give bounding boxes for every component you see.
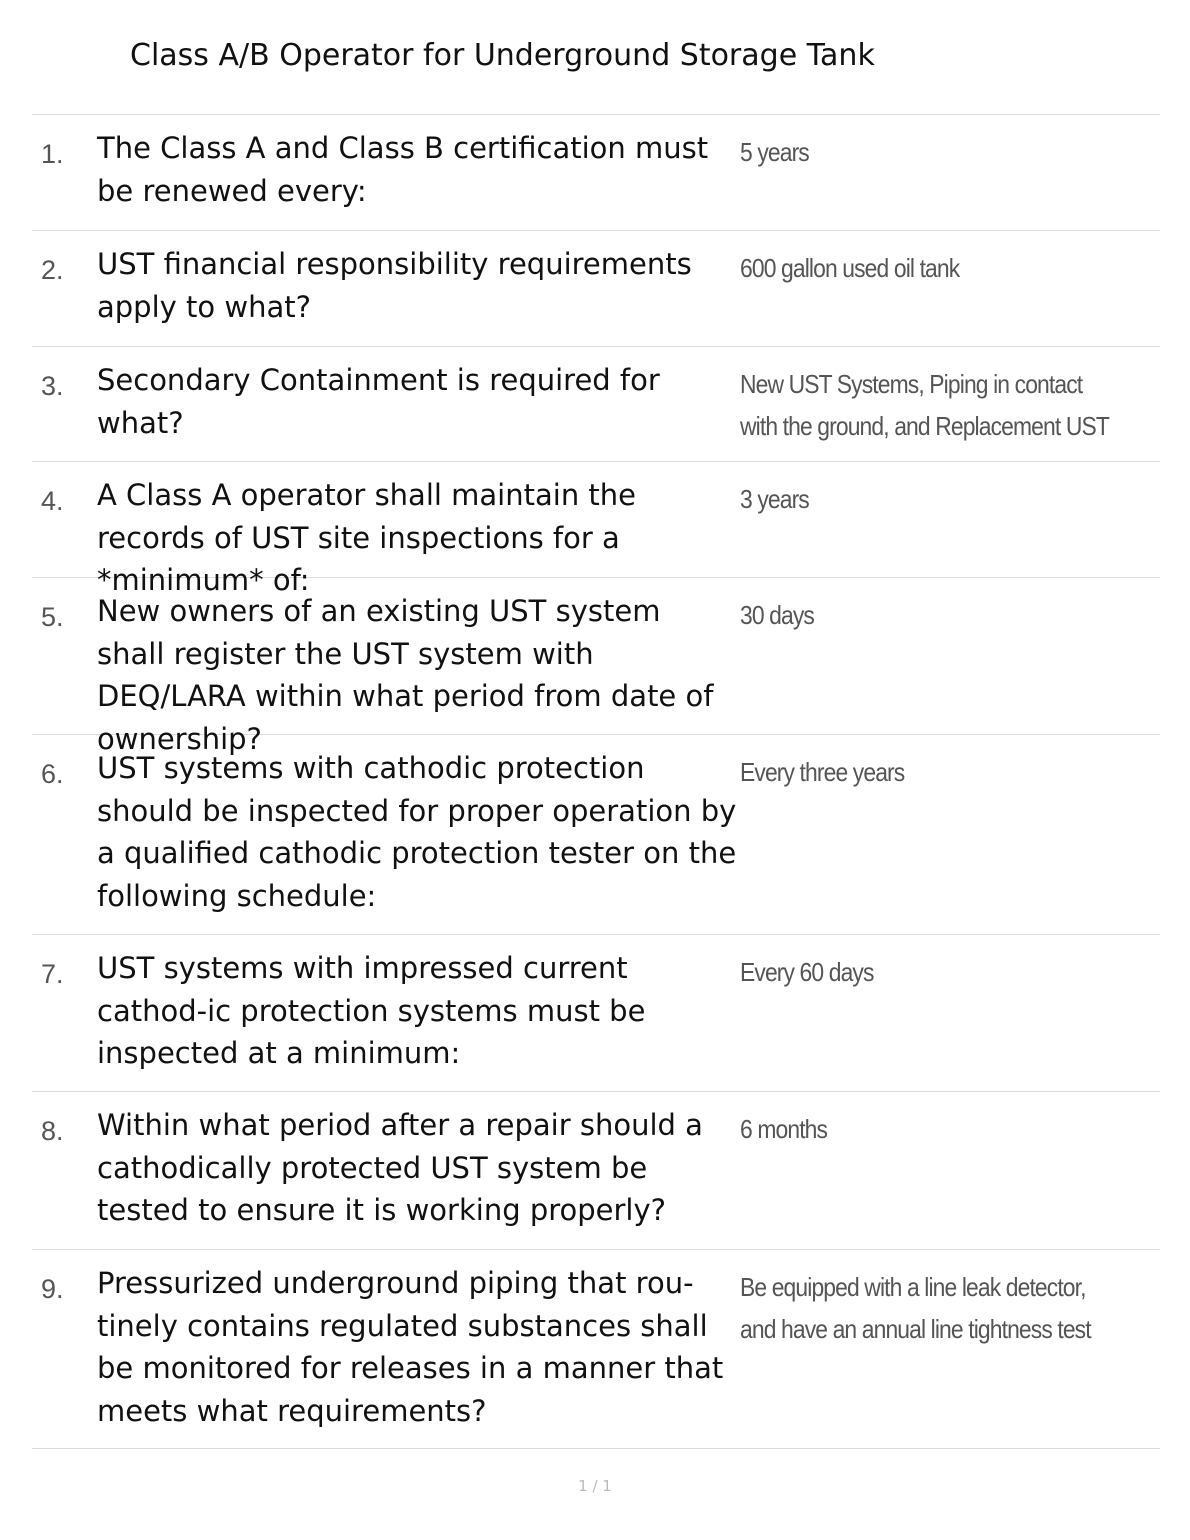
card-term: UST systems with cathodic protection should be inspected for proper operation by a qualified cathodic protection tester on the following schedule: — [97, 751, 737, 913]
card-term: Within what period after a repair should a cathodically protected UST system be tested to ensure it is working properly? — [97, 1108, 703, 1227]
flashcard-list — [32, 114, 1160, 1449]
card-number: 1. — [41, 139, 64, 169]
flashcard-5 — [32, 578, 1160, 756]
card-definition: Every 60 days — [740, 957, 874, 987]
flashcard-1 — [32, 115, 1160, 231]
card-definition: 3 years — [740, 484, 809, 514]
card-term: Secondary Containment is required for what? — [97, 363, 660, 440]
card-definition: New UST Systems, Piping in contact with the ground, and Replacement UST — [740, 369, 1109, 441]
flashcard-7 — [32, 935, 1160, 1092]
card-number: 9. — [41, 1274, 64, 1304]
flashcard-2 — [32, 231, 1160, 347]
card-term: UST systems with impressed current cathod-ic protection systems must be inspected at a minimum: — [97, 951, 646, 1070]
card-term: New owners of an existing UST system shall register the UST system with DEQ/LARA within what period from date of ownership? — [97, 594, 714, 756]
flashcard-8 — [32, 1092, 1160, 1250]
document-title: Class A/B Operator for Underground Storage Tank — [130, 38, 875, 73]
flashcard-4 — [32, 462, 1160, 597]
flashcard-3 — [32, 347, 1160, 462]
card-number: 3. — [41, 371, 64, 401]
card-term: Pressurized underground piping that rou-tinely contains regulated substances shall be monitored for releases in a manner that meets what requirements? — [97, 1266, 724, 1428]
card-definition: 600 gallon used oil tank — [740, 253, 960, 283]
card-term: A Class A operator shall maintain the records of UST site inspections for a *minimum* of: — [97, 478, 637, 597]
card-number: 5. — [41, 602, 64, 632]
card-number: 2. — [41, 255, 64, 285]
card-definition: 30 days — [740, 600, 814, 630]
card-definition: Every three years — [740, 757, 905, 787]
card-definition: Be equipped with a line leak detector, and have an annual line tightness test — [740, 1272, 1091, 1344]
page-number: 1 / 1 — [578, 1477, 612, 1495]
card-term: UST financial responsibility requirements apply to what? — [97, 247, 692, 324]
flashcard-9 — [32, 1250, 1160, 1449]
card-definition: 6 months — [740, 1114, 828, 1144]
flashcard-6 — [32, 735, 1160, 935]
card-number: 7. — [41, 959, 64, 989]
card-number: 6. — [41, 759, 64, 789]
card-number: 4. — [41, 486, 64, 516]
card-term: The Class A and Class B certification must be renewed every: — [97, 131, 709, 208]
card-number: 8. — [41, 1116, 64, 1146]
card-definition: 5 years — [740, 137, 809, 167]
